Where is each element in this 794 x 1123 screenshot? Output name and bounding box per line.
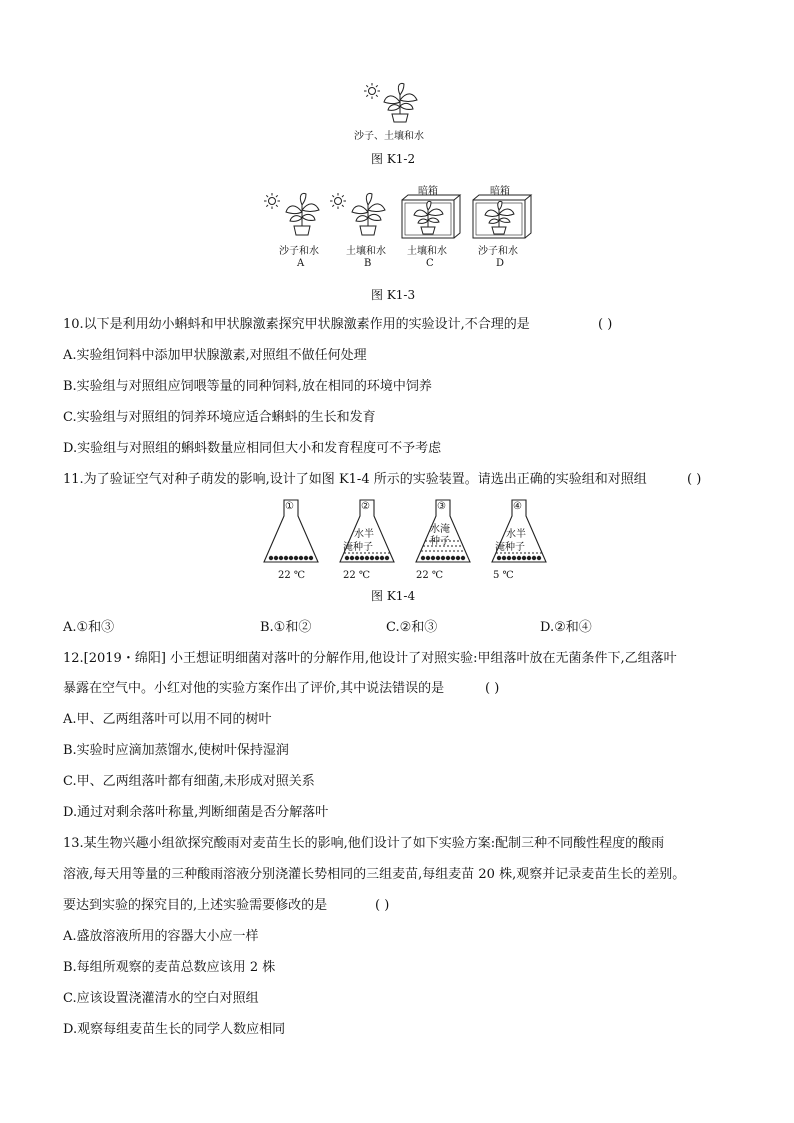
sun-icon: [264, 193, 280, 209]
plant-c-label: 土壤和水: [407, 246, 447, 257]
question-11-option-a: A.①和③: [63, 620, 115, 635]
flask-3-text-2: 种子: [430, 536, 450, 547]
question-11-option-d: D.②和④: [540, 620, 592, 635]
question-13-option-d: D.观察每组麦苗生长的同学人数应相同: [63, 1022, 286, 1037]
question-10-option-b: B.实验组与对照组应饲喂等量的同种饲料,放在相同的环境中饲养: [63, 379, 432, 394]
figure-k1-4-caption: 图 K1-4: [371, 589, 416, 603]
question-13-answer-paren: ( ): [375, 898, 390, 913]
question-10-stem: 10.以下是利用幼小蝌蚪和甲状腺激素探究甲状腺激素作用的实验设计,不合理的是: [63, 317, 530, 332]
question-12-option-d: D.通过对剩余落叶称量,判断细菌是否分解落叶: [63, 805, 329, 820]
question-12-option-a: A.甲、乙两组落叶可以用不同的树叶: [63, 712, 272, 727]
question-10-option-d: D.实验组与对照组的蝌蚪数量应相同但大小和发育程度可不予考虑: [63, 441, 442, 456]
flask-3-text-1: 水淹: [430, 524, 450, 535]
flask-2-text-1: 水半: [354, 529, 374, 540]
plant-b-illustration: [328, 190, 394, 238]
question-12-answer-paren: ( ): [485, 681, 500, 696]
question-12-stem-line-1: 12.[2019・绵阳] 小王想证明细菌对落叶的分解作用,他设计了对照实验:甲组落叶放在无菌条件下,乙组落叶: [63, 651, 677, 666]
question-13-stem-line-3: 要达到实验的探究目的,上述实验需要修改的是: [63, 898, 328, 913]
plant-d-label: 沙子和水: [478, 246, 518, 257]
question-13-option-a: A.盛放溶液所用的容器大小应一样: [63, 929, 259, 944]
question-13-option-b: B.每组所观察的麦苗总数应该用 2 株: [63, 960, 276, 975]
flask-4-number: ④: [513, 501, 522, 512]
question-11-option-b: B.①和②: [260, 620, 312, 635]
question-12-option-b: B.实验时应滴加蒸馏水,使树叶保持湿润: [63, 743, 289, 758]
flask-4-text-2: 淹种子: [495, 542, 525, 553]
plant-c-darkbox-illustration: [400, 194, 462, 240]
plant-b-letter: B: [364, 258, 372, 269]
question-10-answer-paren: ( ): [598, 317, 613, 332]
flask-3-temperature: 22 ℃: [416, 570, 444, 581]
flask-1-temperature: 22 ℃: [278, 570, 306, 581]
plant-icon: [485, 201, 514, 234]
flask-4-text-1: 水半: [506, 529, 526, 540]
plant-c-box-label: 暗箱: [418, 186, 438, 197]
plant-a-illustration: [262, 190, 328, 238]
flask-1-number: ①: [285, 501, 294, 512]
plant-icon: [286, 193, 319, 235]
question-10-option-a: A.实验组饲料中添加甲状腺激素,对照组不做任何处理: [63, 348, 367, 363]
sun-icon: [364, 83, 380, 99]
plant-icon: [414, 201, 443, 234]
question-10-option-c: C.实验组与对照组的饲养环境应适合蝌蚪的生长和发育: [63, 410, 376, 425]
question-11-answer-paren: ( ): [687, 472, 702, 487]
plant-with-sun-illustration: [362, 80, 422, 126]
plant-c-letter: C: [426, 258, 434, 269]
figure-k1-2-caption: 图 K1-2: [371, 152, 416, 166]
flask-4-temperature: 5 ℃: [493, 570, 514, 581]
sun-icon: [330, 193, 346, 209]
flask-3-number: ③: [437, 501, 446, 512]
flask-2-number: ②: [361, 501, 370, 512]
plant-icon: [352, 193, 385, 235]
question-13-option-c: C.应该设置浇灌清水的空白对照组: [63, 991, 259, 1006]
plant-a-letter: A: [297, 258, 305, 269]
question-12-stem-line-2: 暴露在空气中。小红对他的实验方案作出了评价,其中说法错误的是: [63, 681, 445, 696]
question-12-option-c: C.甲、乙两组落叶都有细菌,未形成对照关系: [63, 774, 315, 789]
question-11-stem: 11.为了验证空气对种子萌发的影响,设计了如图 K1-4 所示的实验装置。请选出正确的实验组和对照组: [63, 472, 647, 487]
figure-k1-3-caption: 图 K1-3: [371, 288, 416, 302]
plant-d-box-label: 暗箱: [490, 186, 510, 197]
plant-a-label: 沙子和水: [279, 246, 319, 257]
question-13-stem-line-2: 溶液,每天用等量的三种酸雨溶液分别浇灌长势相同的三组麦苗,每组麦苗 20 株,观察并记录麦苗生长的差别。: [63, 867, 686, 882]
plant-icon: [384, 83, 417, 122]
plant-d-darkbox-illustration: [471, 194, 533, 240]
plant-b-label: 土壤和水: [346, 246, 386, 257]
flask-2-text-2: 淹种子: [343, 542, 373, 553]
plant-d-letter: D: [496, 258, 505, 269]
question-11-option-c: C.②和③: [386, 620, 438, 635]
figure-k1-2-pot-label: 沙子、土壤和水: [354, 131, 424, 142]
flask-2-temperature: 22 ℃: [343, 570, 371, 581]
question-13-stem-line-1: 13.某生物兴趣小组欲探究酸雨对麦苗生长的影响,他们设计了如下实验方案:配制三种不同酸性程度的酸雨: [63, 836, 665, 851]
